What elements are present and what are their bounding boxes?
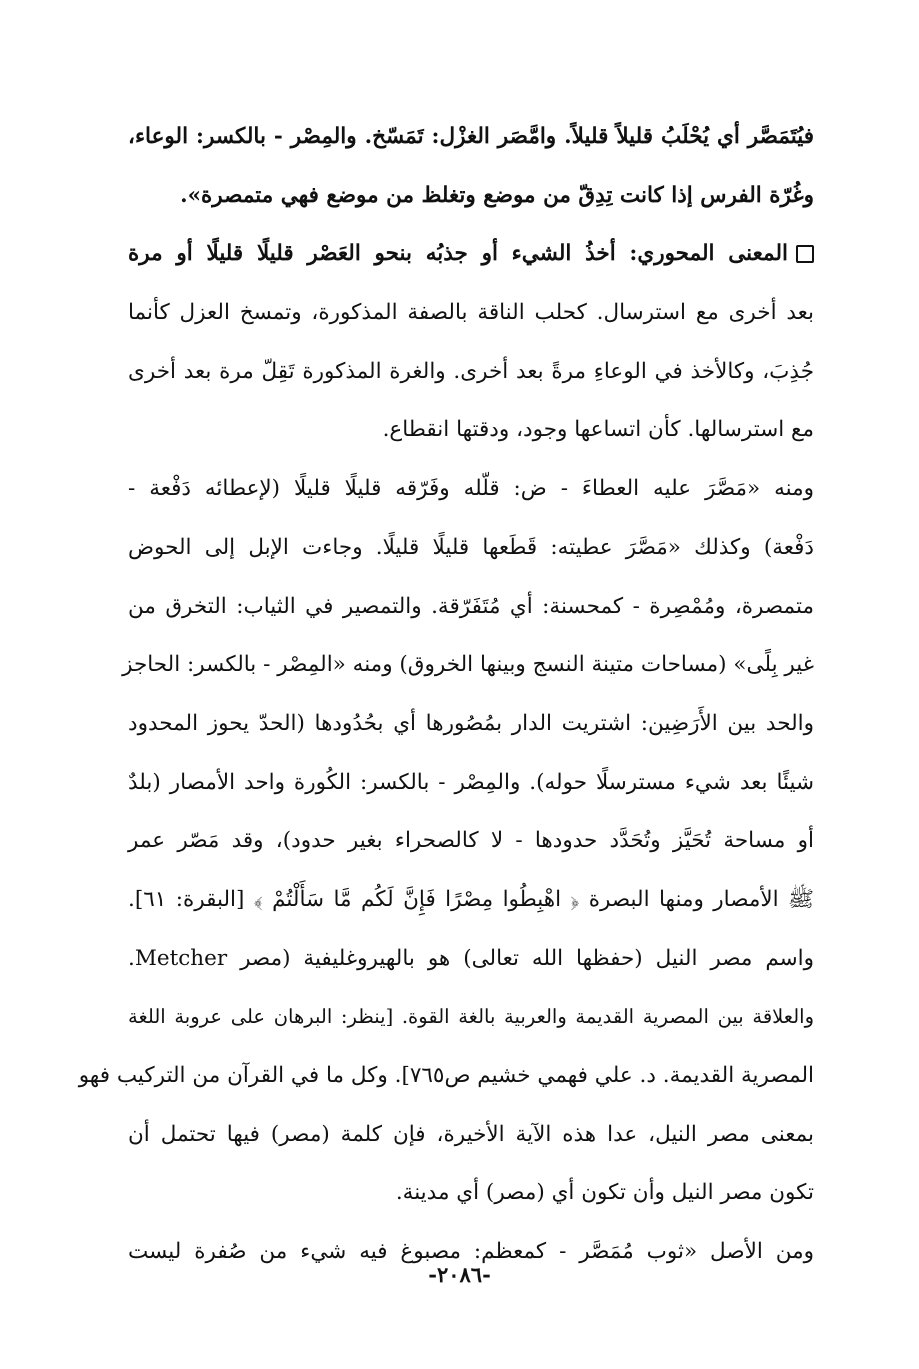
text-line: غير بِلًى» (مساحات متينة النسج وبينها الخروق) ومنه «المِصْر - بالكسر: الحاجز [122, 652, 814, 678]
text-line: المصرية القديمة. د. علي فهمي خشيم ص٧٦٥]. وكل ما في القرآن من التركيب فهو [78, 1063, 814, 1088]
text-line: والعلاقة بين المصرية القديمة والعربية بالغة القوة. [ينظر: البرهان على عروبة اللغة [128, 1005, 814, 1029]
text-line: مع استرسالها. كأن اتساعها وجود، ودقتها انقطاع. [382, 417, 814, 443]
text-line: والحد بين الأَرَضِين: اشتريت الدار بمُصُورها أي بحُدُودها (الحدّ يحوز المحدود [128, 710, 814, 736]
text-line: تكون مصر النيل وأن تكون أي (مصر) أي مدينة. [395, 1180, 814, 1206]
text-line: بعد أخرى مع استرسال. كحلب الناقة بالصفة المذكورة، وتمسخ العزل كأنما [128, 300, 814, 326]
body-text [78, 108, 814, 1282]
section-heading-text: المعنى المحوري: أخذُ الشيء أو جذبُه بنحو العَصْر قليلًا قليلًا أو مرة [128, 241, 788, 267]
text-line: شيئًا بعد شيء مسترسلًا حوله). والمِصْر - بالكسر: الكُورة واحد الأمصار (بلدٌ [128, 769, 814, 795]
text-line [128, 225, 814, 284]
text-line: بمعنى مصر النيل، عدا هذه الآية الأخيرة، فإن كلمة (مصر) فيها تحتمل أن [128, 1121, 814, 1147]
text-line: دَفْعة) وكذلك «مَصَّرَ عطيته: قَطَعها قليلًا قليلًا. وجاءت الإبل إلى الحوض [128, 534, 814, 560]
page-number: -٢٠٨٦- [428, 1262, 491, 1287]
text-line: أو مساحة تُحَيَّز وتُحَدَّد حدودها - لا كالصحراء بغير حدود)، وقد مَصّر عمر [128, 828, 814, 854]
text-line: وغُرّة الفرس إذا كانت تِدِقّ من موضع وتغلظ من موضع فهي متمصرة». [180, 182, 814, 208]
text-line: ﷺ الأمصار ومنها البصرة ﴿ اهْبِطُوا مِصْرًا فَإِنَّ لَكُم مَّا سَأَلْتُمْ ﴾ [البقرة: ٦١]. [128, 886, 814, 912]
text-line: متمصرة، ومُمْصِرة - كمحسنة: أي مُتَفَرّقة. والتمصير في الثياب: التخرق من [128, 593, 814, 619]
text-line: ومنه «مَصَّرَ عليه العطاءَ - ض: قلّله وفَرّقه قليلًا قليلًا (لإعطائه دَفْعة - [128, 476, 814, 502]
text-line: ومن الأصل «ثوب مُمَصَّر - كمعظم: مصبوغ فيه شيء من صُفرة ليست [128, 1239, 814, 1265]
text-line: جُذِبَ، وكالأخذ في الوعاءِ مرةً بعد أخرى. والغرة المذكورة تَقِلّ مرة بعد أخرى [128, 358, 814, 384]
text-line: فيُتَمَصَّر أي يُحْلَبُ قليلاً قليلاً. وامَّصَر الغزْل: تَمَسّخ. والمِصْر - بالكسر: الوعاء، [128, 124, 814, 149]
text-line: واسم مصر النيل (حفظها الله تعالى) هو بالهيروغليفية (مصر Metcher. [128, 945, 814, 971]
square-bullet-icon [796, 245, 814, 263]
